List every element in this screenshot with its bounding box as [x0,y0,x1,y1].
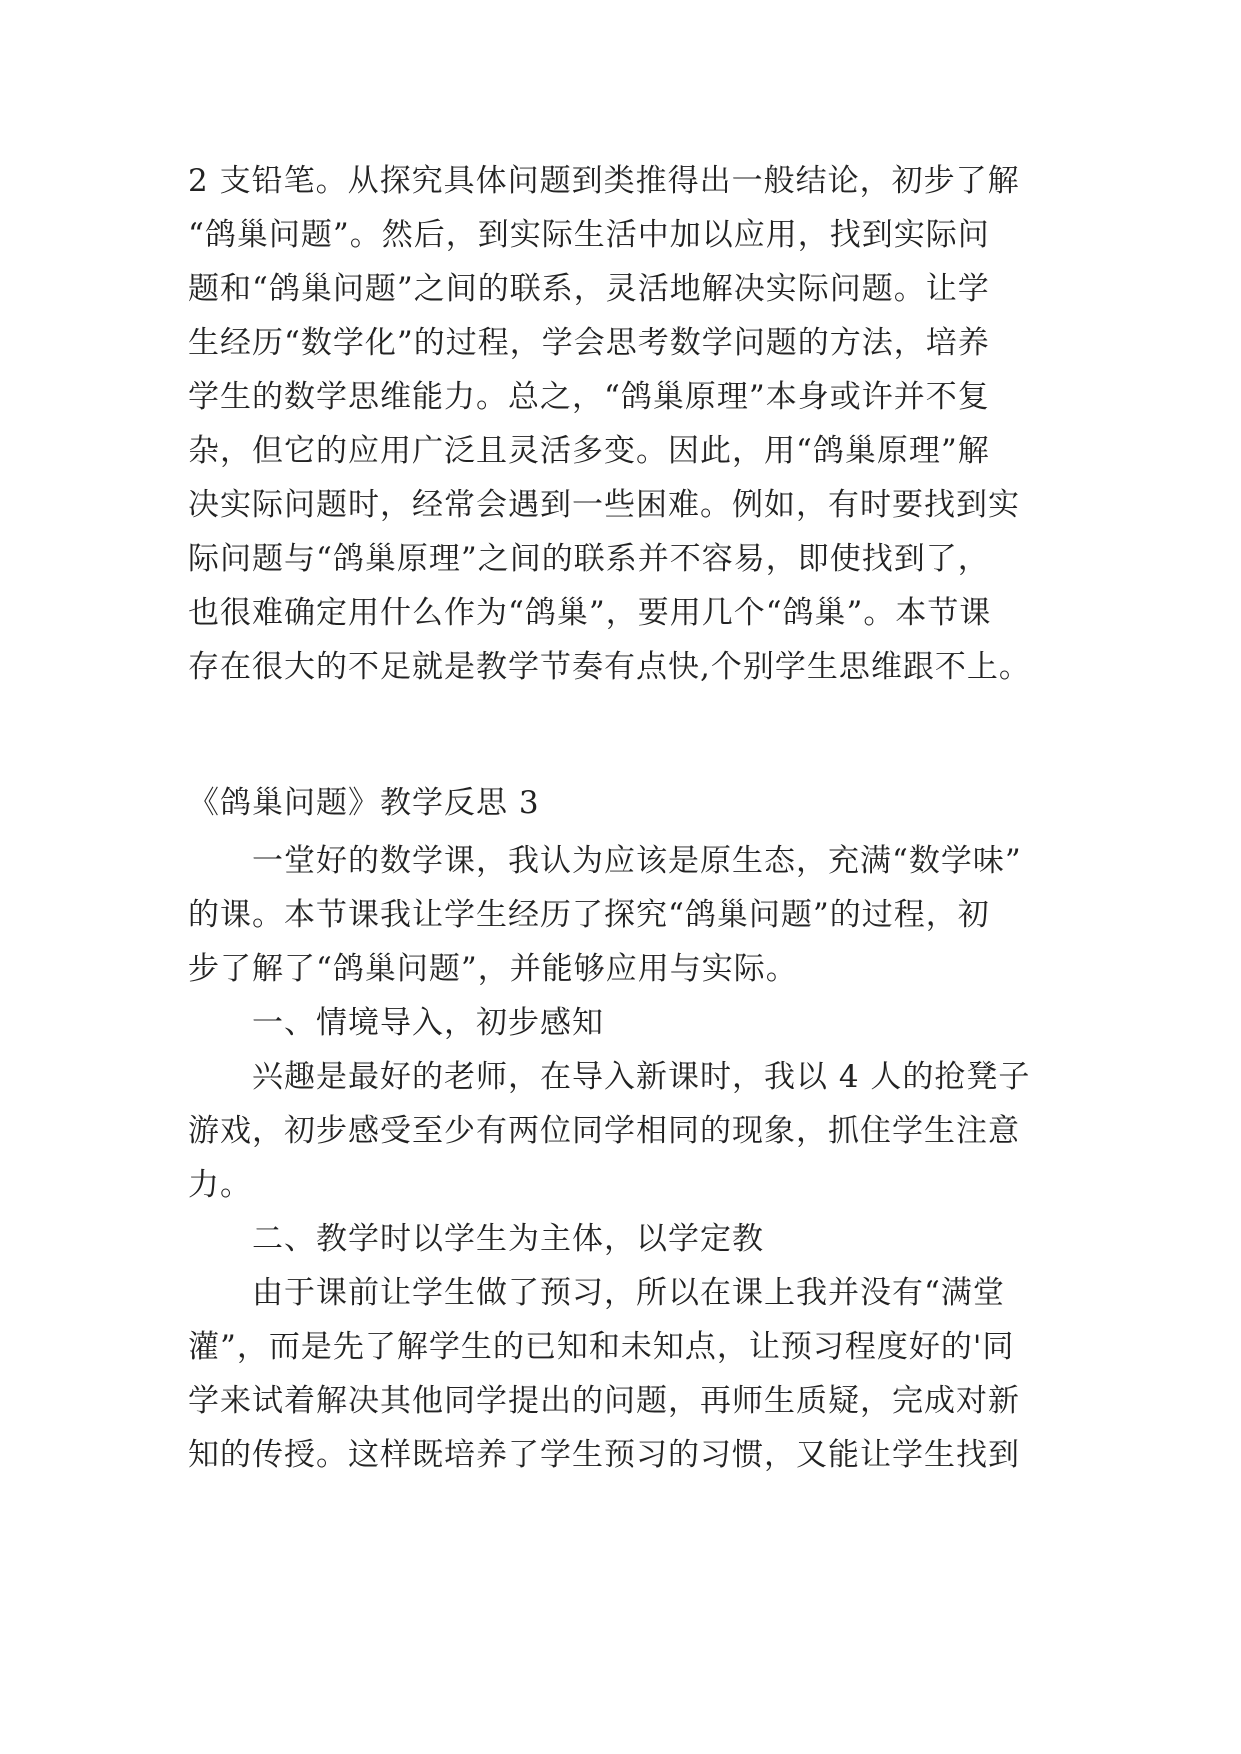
section-title: 《鸽巢问题》教学反思 3 [188,785,540,821]
paragraph-line: “鸽巢问题”。然后，到实际生活中加以应用，找到实际问 [188,217,990,253]
paragraph-line: 决实际问题时，经常会遇到一些困难。例如，有时要找到实 [188,487,1020,523]
paragraph-line: 存在很大的不足就是教学节奏有点快,个别学生思维跟不上。 [188,649,1031,685]
heading-line: 二、教学时以学生为主体，以学定教 [188,1221,764,1257]
paragraph-line: 2 支铅笔。从探究具体问题到类推得出一般结论，初步了解 [188,163,1020,199]
intro-paragraph [188,154,1058,694]
paragraph-line: 步了解了“鸽巢问题”，并能够应用与实际。 [188,951,798,987]
paragraph-line: 由于课前让学生做了预习，所以在课上我并没有“满堂 [188,1275,1005,1311]
paragraph-line: 的课。本节课我让学生经历了探究“鸽巢问题”的过程，初 [188,897,990,933]
section-body [188,834,1058,1482]
paragraph-line: 游戏，初步感受至少有两位同学相同的现象，抓住学生注意 [188,1113,1020,1149]
paragraph-line: 学生的数学思维能力。总之，“鸽巢原理”本身或许并不复 [188,379,990,415]
heading-line: 一、情境导入，初步感知 [188,1005,604,1041]
paragraph-line: 学来试着解决其他同学提出的问题，再师生质疑，完成对新 [188,1383,1020,1419]
paragraph-line: 题和“鸽巢问题”之间的联系，灵活地解决实际问题。让学 [188,271,990,307]
paragraph-line: 生经历“数学化”的过程，学会思考数学问题的方法，培养 [188,325,990,361]
paragraph-line: 知的传授。这样既培养了学生预习的习惯，又能让学生找到 [188,1437,1020,1473]
paragraph-line: 一堂好的数学课，我认为应该是原生态，充满“数学味” [188,843,1022,879]
paragraph-line: 杂，但它的应用广泛且灵活多变。因此，用“鸽巢原理”解 [188,433,990,469]
paragraph-line: 也很难确定用什么作为“鸽巢”，要用几个“鸽巢”。本节课 [188,595,992,631]
paragraph-line: 灌”，而是先了解学生的已知和未知点，让预习程度好的'同 [188,1329,1015,1365]
paragraph-line: 兴趣是最好的老师，在导入新课时，我以 4 人的抢凳子 [188,1059,1031,1095]
paragraph-line: 际问题与“鸽巢原理”之间的联系并不容易，即使找到了， [188,541,990,577]
paragraph-line: 力。 [188,1167,252,1203]
